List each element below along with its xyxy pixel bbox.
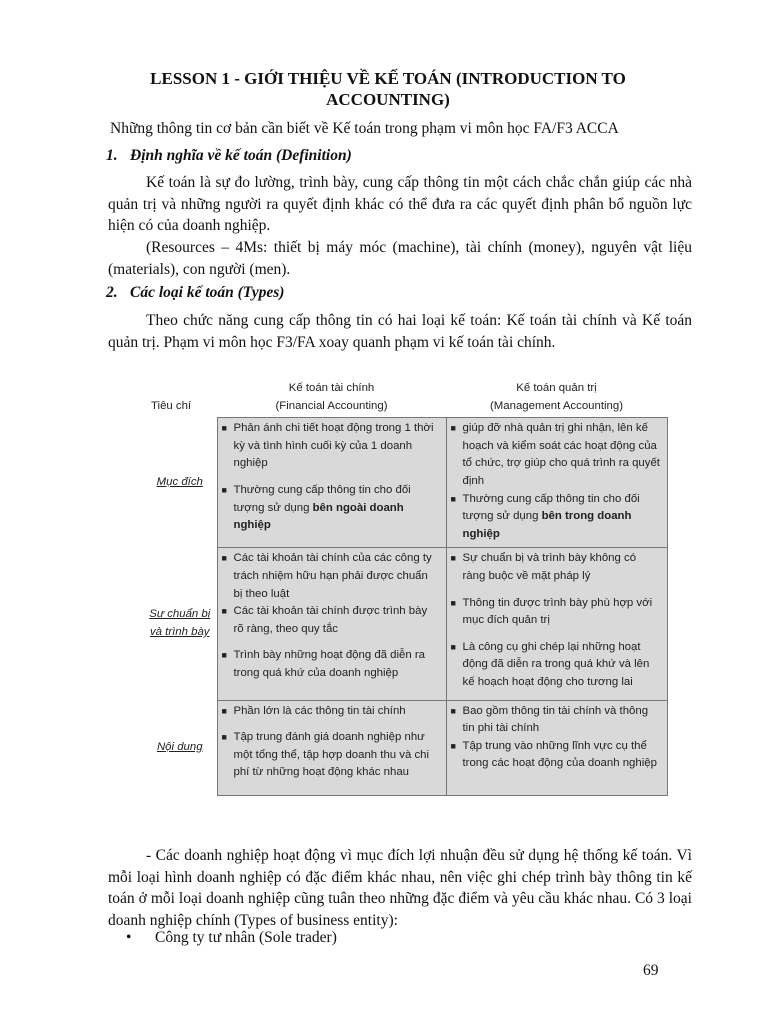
section-1-number: 1. — [106, 147, 118, 164]
section-1-heading — [106, 147, 352, 165]
bullet-icon: ■ — [450, 641, 456, 652]
list-item: Tập trung vào những lĩnh vực cụ thể trong các hoạt động của doanh nghiệp — [462, 739, 657, 770]
list-item: Sự chuẩn bị và trình bày không có ràng buộc về mặt pháp lý — [462, 552, 637, 582]
list-item: Các tài khoản tài chính của các công ty trách nhiệm hữu hạn phải được chuẩn bị theo luật — [233, 552, 432, 600]
bullet-icon: ■ — [221, 423, 227, 434]
bullet-icon: ■ — [221, 705, 227, 716]
header-criteria: Tiêu chí — [143, 380, 217, 418]
bullet-icon: ■ — [450, 493, 456, 504]
table-row — [143, 418, 667, 548]
row-label-purpose: Mục đích — [143, 418, 217, 548]
definition-paragraph: Kế toán là sự đo lường, trình bày, cung cấp thông tin một cách chắc chắn giúp các nhà quản trị và những người ra quyết định khác có thể đưa ra các quyết định phân bổ nguồn lực hiện có của doanh nghiệp. — [108, 174, 692, 234]
section-2-title: Các loại kế toán (Types) — [130, 284, 285, 301]
bullet-icon: ■ — [450, 423, 456, 434]
list-item: Phần lớn là các thông tin tài chính — [233, 704, 406, 717]
header-management-subtitle: (Management Accounting) — [490, 399, 623, 412]
list-item: Thường cung cấp thông tin cho đối tượng sử dụng bên trong doanh nghiệp — [462, 492, 640, 540]
sole-trader-item: Công ty tư nhân (Sole trader) — [155, 929, 337, 946]
section-1-title: Định nghĩa về kế toán (Definition) — [130, 147, 352, 164]
bullet-icon: ■ — [221, 484, 227, 495]
list-item: Là công cụ ghi chép lại những hoạt động đã diễn ra trong quá khứ và lên kế hoạch hoạt động cho tương lai — [462, 640, 650, 688]
preparation-financial-cell — [217, 548, 446, 700]
list-item: Bao gồm thông tin tài chính và thông tin phi tài chính — [462, 704, 649, 735]
business-types-paragraph: - Các doanh nghiệp hoạt động vì mục đích lợi nhuận đều sử dụng hệ thống kế toán. Vì mỗi loại hình doanh nghiệp có đặc điểm khác nhau, nên việc ghi chép trình bày thông tin kế toán ở mỗi loại doanh nghiệp cũng tuân theo những đặc điểm và yêu cầu khác nhau. Có 3 loại doanh nghiệp chính (Types of business entity): — [108, 847, 692, 929]
bullet-icon: ■ — [450, 553, 456, 564]
list-item: Tập trung đánh giá doanh nghiệp như một tổng thể, tập hợp doanh thu và chi phí từ những hoạt động khác nhau — [233, 731, 430, 779]
header-management-title: Kế toán quản trị — [516, 382, 597, 394]
types-paragraph: Theo chức năng cung cấp thông tin có hai loại kế toán: Kế toán tài chính và Kế toán quản trị. Phạm vi môn học F3/FA xoay quanh phạm vi kế toán tài chính. — [108, 312, 692, 351]
bullet-icon: ■ — [221, 553, 227, 564]
section-2-number: 2. — [106, 284, 118, 301]
list-item: giúp đỡ nhà quản trị ghi nhận, lên kế hoạch và kiểm soát các hoạt động của tổ chức, trợ giúp cho quá trình ra quyết định — [462, 422, 660, 487]
bullet-icon: ■ — [221, 606, 227, 617]
bullet-icon: ■ — [221, 650, 227, 661]
content-financial-cell — [217, 700, 446, 795]
purpose-financial-cell — [217, 418, 446, 548]
content-management-cell — [446, 700, 667, 795]
section-2-heading — [106, 284, 284, 302]
table-header-row — [143, 380, 667, 418]
bullet-icon: • — [126, 929, 132, 946]
purpose-management-cell — [446, 418, 667, 548]
list-item: Thường cung cấp thông tin cho đối tượng sử dụng bên ngoài doanh nghiệp — [233, 483, 411, 532]
table-row — [143, 548, 667, 700]
intro-text: Những thông tin cơ bản cần biết về Kế toán trong phạm vi môn học FA/F3 ACCA — [110, 120, 619, 137]
bullet-icon: ■ — [450, 705, 456, 716]
list-item: Các tài khoản tài chính được trình bày rõ ràng, theo quy tắc — [233, 605, 428, 635]
header-financial-subtitle: (Financial Accounting) — [275, 399, 388, 412]
preparation-management-cell — [446, 548, 667, 700]
resources-paragraph: (Resources – 4Ms: thiết bị máy móc (machine), tài chính (money), nguyên vật liệu (materials), con người (men). — [108, 239, 692, 278]
bullet-icon: ■ — [450, 597, 456, 608]
lesson-title: LESSON 1 - GIỚI THIỆU VỀ KẾ TOÁN (INTRODUCTION TO ACCOUNTING) — [150, 69, 626, 109]
row-label-preparation: Sự chuẩn bị và trình bày — [143, 548, 217, 700]
header-financial-title: Kế toán tài chính — [288, 382, 375, 394]
bullet-icon: ■ — [221, 732, 227, 743]
comparison-table — [143, 380, 668, 796]
header-financial — [217, 380, 446, 418]
list-item: Thông tin được trình bày phù hợp với mục đích quản trị — [462, 596, 653, 627]
list-item: Phản ánh chi tiết hoạt động trong 1 thời kỳ và tình hình cuối kỳ của 1 doanh nghiệp — [233, 422, 434, 470]
table-row — [143, 700, 667, 795]
page-number: 69 — [643, 962, 659, 979]
list-item — [126, 929, 337, 947]
header-management — [446, 380, 667, 418]
bullet-icon: ■ — [450, 740, 456, 751]
row-label-content: Nội dung — [143, 700, 217, 795]
list-item: Trình bày những hoạt động đã diễn ra trong quá khứ của doanh nghiệp — [233, 649, 425, 679]
